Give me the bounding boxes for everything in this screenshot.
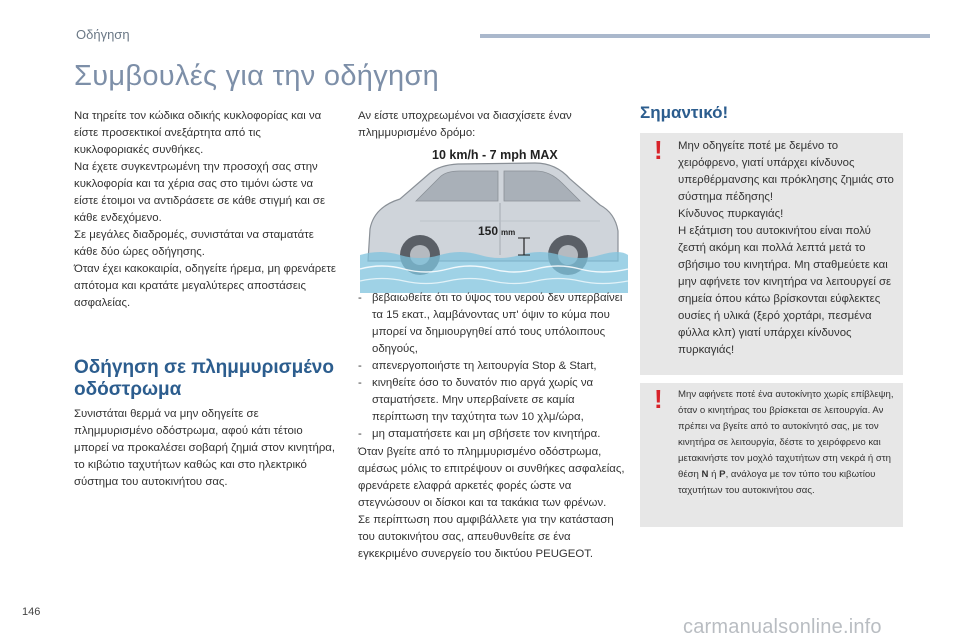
paragraph: Να έχετε συγκεντρωμένη την προσοχή σας στην κυκλοφορία και τα χέρια σας στο τιμόνι ώστε να είστε έτοιμοι να αντιδράσετε σε κάθε στιγμή και σε κάθε ενδεχόμενο. (74, 161, 326, 224)
paragraph: Η εξάτμιση του αυτοκινήτου είναι πολύ ζεστή ακόμη και πολλά λεπτά μετά το σβήσιμο του κινητήρα. Μη σταθμεύετε και μην αφήνετε τον κινητήρα να λειτουργεί σε σημεία όπου κάτω βρίσκονται εύφλεκτες ουσίες ή υλικά (ξερό χορτάρι, πεσμένα φύλλα κλπ) γιατί υπάρχει κίνδυνος πυρκαγιάς! (678, 225, 892, 356)
section-label: Οδήγηση (76, 27, 130, 42)
list-item: - κινηθείτε όσο το δυνατόν πιο αργά χωρίς να σταματήσετε. Μην υπερβαίνετε σε καμία περίπτωση την ταχύτητα των 10 χλμ/ώρα, (358, 377, 594, 423)
paragraph: Να τηρείτε τον κώδικα οδικής κυκλοφορίας και να είστε προσεκτικοί ανεξάρτητα από τις κυκλοφοριακές συνθήκες. (74, 110, 322, 156)
flooded-intro-text: Αν είστε υποχρεωμένοι να διασχίσετε έναν πλημμυρισμένο δρόμο: (358, 110, 572, 139)
flooded-road-heading: Οδήγηση σε πλημμυρισμένο οδόστρωμα (74, 357, 334, 400)
warning-text (678, 138, 898, 359)
warning-box (640, 133, 903, 375)
warning-exclamation-icon: ! (654, 135, 663, 165)
warning-exclamation-icon: ! (654, 384, 663, 414)
paragraph: Όταν βγείτε από το πλημμυρισμένο οδόστρωμα, αμέσως μόλις το επιτρέψουν οι συνθήκες ασφαλείας, φρενάρετε ελαφρά αρκετές φορές ώστε να στεγνώσουν οι δίσκοι και τα τακάκια των φρένων. (358, 446, 625, 509)
paragraph: Όταν έχει κακοκαιρία, οδηγείτε ήρεμα, μη φρενάρετε απότομα και κρατάτε μεγαλύτερες αποστάσεις ασφαλείας. (74, 263, 336, 309)
gear-n: N (701, 469, 709, 480)
paragraph: Κίνδυνος πυρκαγιάς! (678, 208, 784, 220)
flooded-car-illustration (360, 143, 628, 293)
depth-unit: mm (501, 228, 516, 237)
instruction-list (358, 290, 630, 443)
paragraph: Σε μεγάλες διαδρομές, συνιστάται να σταματάτε κάθε δύο ώρες οδήγησης. (74, 229, 314, 258)
list-item: - απενεργοποιήστε τη λειτουργία Stop & Start, (358, 360, 597, 372)
page-number: 146 (22, 606, 41, 618)
page-title: Συμβουλές για την οδήγηση (74, 60, 440, 92)
paragraph: Σε περίπτωση που αμφιβάλλετε για την κατάσταση του αυτοκινήτου σας, απευθυνθείτε σε ένα εγκεκριμένο συνεργείο του δικτύου PEUGEOT. (358, 514, 614, 560)
important-heading: Σημαντικό! (640, 103, 729, 122)
warning-box (640, 383, 903, 527)
header-bar (480, 34, 930, 38)
list-item: - βεβαιωθείτε ότι το ύψος του νερού δεν υπερβαίνει τα 15 εκατ., λαμβάνοντας υπ' όψιν το κύμα που μπορεί να δημιουργηθεί από τους υπόλοιπους οδηγούς, (358, 292, 623, 355)
flooded-road-text: Συνιστάται θερμά να μην οδηγείτε σε πλημμυρισμένο οδόστρωμα, αφού κάτι τέτοιο μπορεί να προκαλέσει σοβαρή ζημιά στον κινητήρα, το κιβώτιο ταχυτήτων καθώς και στο ηλεκτρικό σύστημα του αυτοκινήτου σας. (74, 408, 336, 488)
after-flood-text (358, 444, 630, 563)
intro-text (74, 108, 336, 312)
depth-value: 150 (478, 224, 499, 238)
speed-limit-label: 10 km/h - 7 mph MAX (432, 148, 558, 162)
watermark: carmanualsonline.info (683, 616, 882, 638)
list-item: - μη σταματήσετε και μη σβήσετε τον κινητήρα. (358, 428, 601, 440)
gear-p: P (719, 469, 726, 480)
warning-text: Μην αφήνετε ποτέ ένα αυτοκίνητο χωρίς επίβλεψη, όταν ο κινητήρας του βρίσκεται σε λειτουργία. Αν πρέπει να βγείτε από το αυτοκίνητό σας, με τον κινητήρα σε λειτουργία, δέστε το χειρόφρενο και μετακινήστε τον μοχλό ταχυτήτων στη νεκρά ή στη θέση N ή P, ανάλογα με τον τύπο του κιβωτίου ταχυτήτων του αυτοκινήτου σας. (678, 389, 894, 496)
paragraph: Μην οδηγείτε ποτέ με δεμένο το χειρόφρενο, γιατί υπάρχει κίνδυνος υπερθέρμανσης και πρόκλησης ζημιάς στο σύστημα πέδησης! (678, 140, 894, 203)
